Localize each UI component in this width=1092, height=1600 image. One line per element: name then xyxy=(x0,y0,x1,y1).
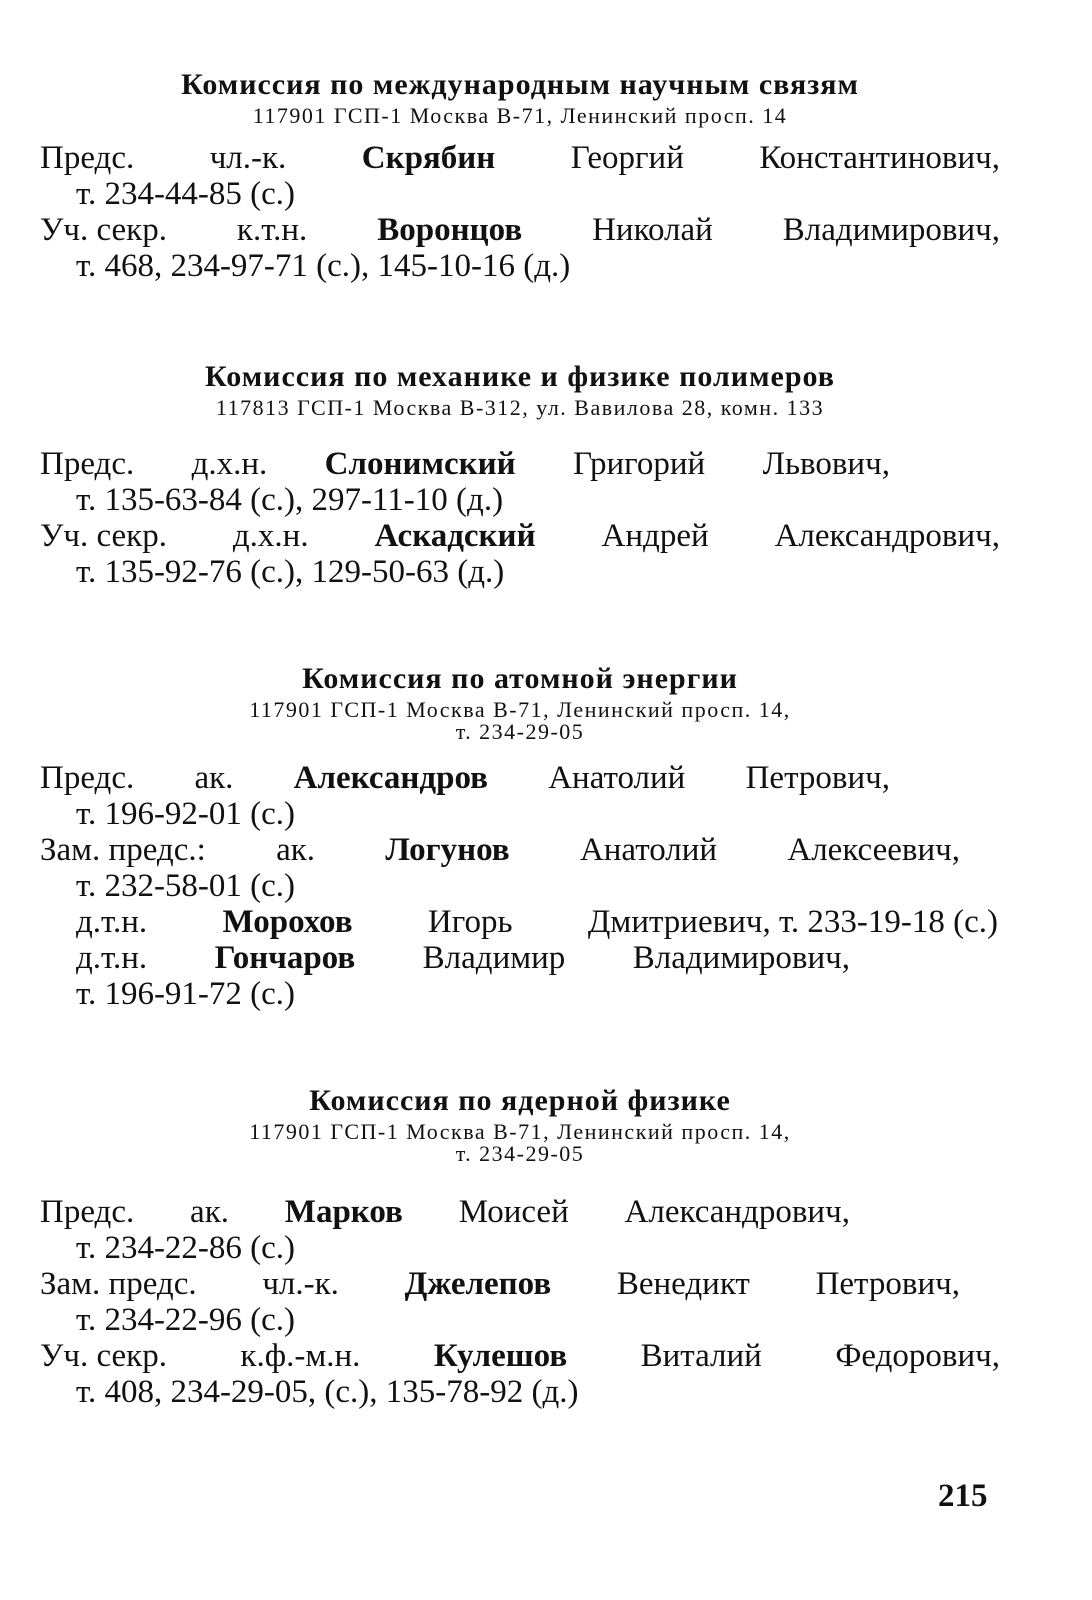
person-entry xyxy=(40,446,1000,518)
person-entry xyxy=(40,904,1000,940)
role: Уч. секр. xyxy=(40,518,167,554)
contact: т. 135-92-76 (с.), 129-50-63 (д.) xyxy=(76,554,505,590)
degree: д.х.н. xyxy=(232,518,309,554)
surname: Гончаров xyxy=(214,940,356,976)
section-heading: Комиссия по ядерной физике xyxy=(309,1084,731,1117)
degree: ак. xyxy=(190,1194,229,1230)
surname: Марков xyxy=(284,1194,403,1230)
person-entry xyxy=(40,1266,1000,1338)
patronymic: Владимирович, xyxy=(632,940,850,976)
section-address-phone: т. 234-29-05 xyxy=(455,719,585,744)
contact: т. 232-58-01 (с.) xyxy=(76,868,296,904)
person-entry xyxy=(40,832,1000,904)
contact: т. 135-63-84 (с.), 297-11-10 (д.) xyxy=(76,482,504,518)
given-name: Владимир xyxy=(422,940,566,976)
surname: Александров xyxy=(293,760,488,796)
directory-page xyxy=(40,68,1000,1410)
person-entry xyxy=(40,760,1000,832)
role: Уч. секр. xyxy=(40,212,167,248)
given-name: Григорий xyxy=(573,446,706,482)
role: Предс. xyxy=(40,446,135,482)
given-name: Николай xyxy=(592,212,713,248)
given-name: Виталий xyxy=(640,1338,762,1374)
patronymic: Константинович, xyxy=(759,140,1000,176)
page-number: 215 xyxy=(938,1478,988,1514)
patronymic: Александрович, xyxy=(624,1194,850,1230)
patronymic: Александрович, xyxy=(774,518,1000,554)
contact: т. 468, 234-97-71 (с.), 145-10-16 (д.) xyxy=(76,248,571,284)
degree: чл.-к. xyxy=(262,1266,339,1302)
surname: Воронцов xyxy=(377,212,523,248)
patronymic: Львович, xyxy=(762,446,890,482)
section-address: 117901 ГСП-1 Москва В-71, Ленинский просп. 14, xyxy=(249,1119,791,1144)
patronymic: Алексеевич, xyxy=(787,832,960,868)
degree: д.т.н. xyxy=(76,940,148,976)
role: Предс. xyxy=(40,1194,135,1230)
commission-section xyxy=(40,68,1000,284)
surname: Морохов xyxy=(222,904,353,940)
section-address: 117901 ГСП-1 Москва В-71, Ленинский просп. 14 xyxy=(252,103,788,128)
patronymic: Петрович, xyxy=(815,1266,960,1302)
person-entry xyxy=(40,518,1000,590)
degree: д.х.н. xyxy=(191,446,268,482)
surname: Джелепов xyxy=(404,1266,552,1302)
commission-section xyxy=(40,1084,1000,1410)
contact: т. 196-91-72 (с.) xyxy=(76,976,296,1012)
person-entry xyxy=(40,940,1000,1012)
surname: Скрябин xyxy=(361,140,496,176)
contact: т. 234-22-96 (с.) xyxy=(76,1302,296,1338)
person-entry xyxy=(40,1338,1000,1410)
surname: Слонимский xyxy=(324,446,516,482)
commission-section xyxy=(40,360,1000,590)
section-address: 117901 ГСП-1 Москва В-71, Ленинский просп. 14, xyxy=(249,697,791,722)
role: Предс. xyxy=(40,140,135,176)
given-name: Анатолий xyxy=(579,832,718,868)
person-entry xyxy=(40,1194,1000,1266)
surname: Кулешов xyxy=(433,1338,568,1374)
given-name: Анатолий xyxy=(548,760,686,796)
degree: к.ф.-м.н. xyxy=(240,1338,361,1374)
patronymic: Федорович, xyxy=(835,1338,1000,1374)
contact: т. 234-44-85 (с.) xyxy=(76,176,296,212)
section-heading: Комиссия по механике и физике полимеров xyxy=(205,360,835,393)
section-heading: Комиссия по атомной энергии xyxy=(302,662,738,695)
contact: т. 196-92-01 (с.) xyxy=(76,796,296,832)
given-name: Венедикт xyxy=(616,1266,750,1302)
role: Зам. предс. xyxy=(40,1266,197,1302)
patronymic: Владимирович, xyxy=(782,212,1000,248)
person-entry xyxy=(40,140,1000,212)
degree: чл.-к. xyxy=(209,140,287,176)
person-entry xyxy=(40,212,1000,284)
given-name: Георгий xyxy=(570,140,684,176)
role: Уч. секр. xyxy=(40,1338,167,1374)
section-address-phone: т. 234-29-05 xyxy=(455,1141,585,1166)
commission-section xyxy=(40,662,1000,1012)
degree: к.т.н. xyxy=(236,212,308,248)
patronymic: Петрович, xyxy=(745,760,890,796)
degree: ак. xyxy=(276,832,316,868)
given-name: Моисей xyxy=(458,1194,569,1230)
role: Зам. предс.: xyxy=(40,832,206,868)
section-address: 117813 ГСП-1 Москва В-312, ул. Вавилова 28, комн. 133 xyxy=(215,395,825,420)
given-name: Андрей xyxy=(601,518,709,554)
section-heading: Комиссия по международным научным связям xyxy=(181,68,859,101)
degree: д.т.н. xyxy=(76,904,148,940)
given-name: Игорь xyxy=(427,904,513,940)
role: Предс. xyxy=(40,760,135,796)
patronymic: Дмитриевич, т. 233-19-18 (с.) xyxy=(587,904,998,940)
degree: ак. xyxy=(194,760,234,796)
surname: Аскадский xyxy=(374,518,536,554)
contact: т. 408, 234-29-05, (с.), 135-78-92 (д.) xyxy=(76,1374,579,1410)
contact: т. 234-22-86 (с.) xyxy=(76,1230,296,1266)
surname: Логунов xyxy=(385,832,510,868)
